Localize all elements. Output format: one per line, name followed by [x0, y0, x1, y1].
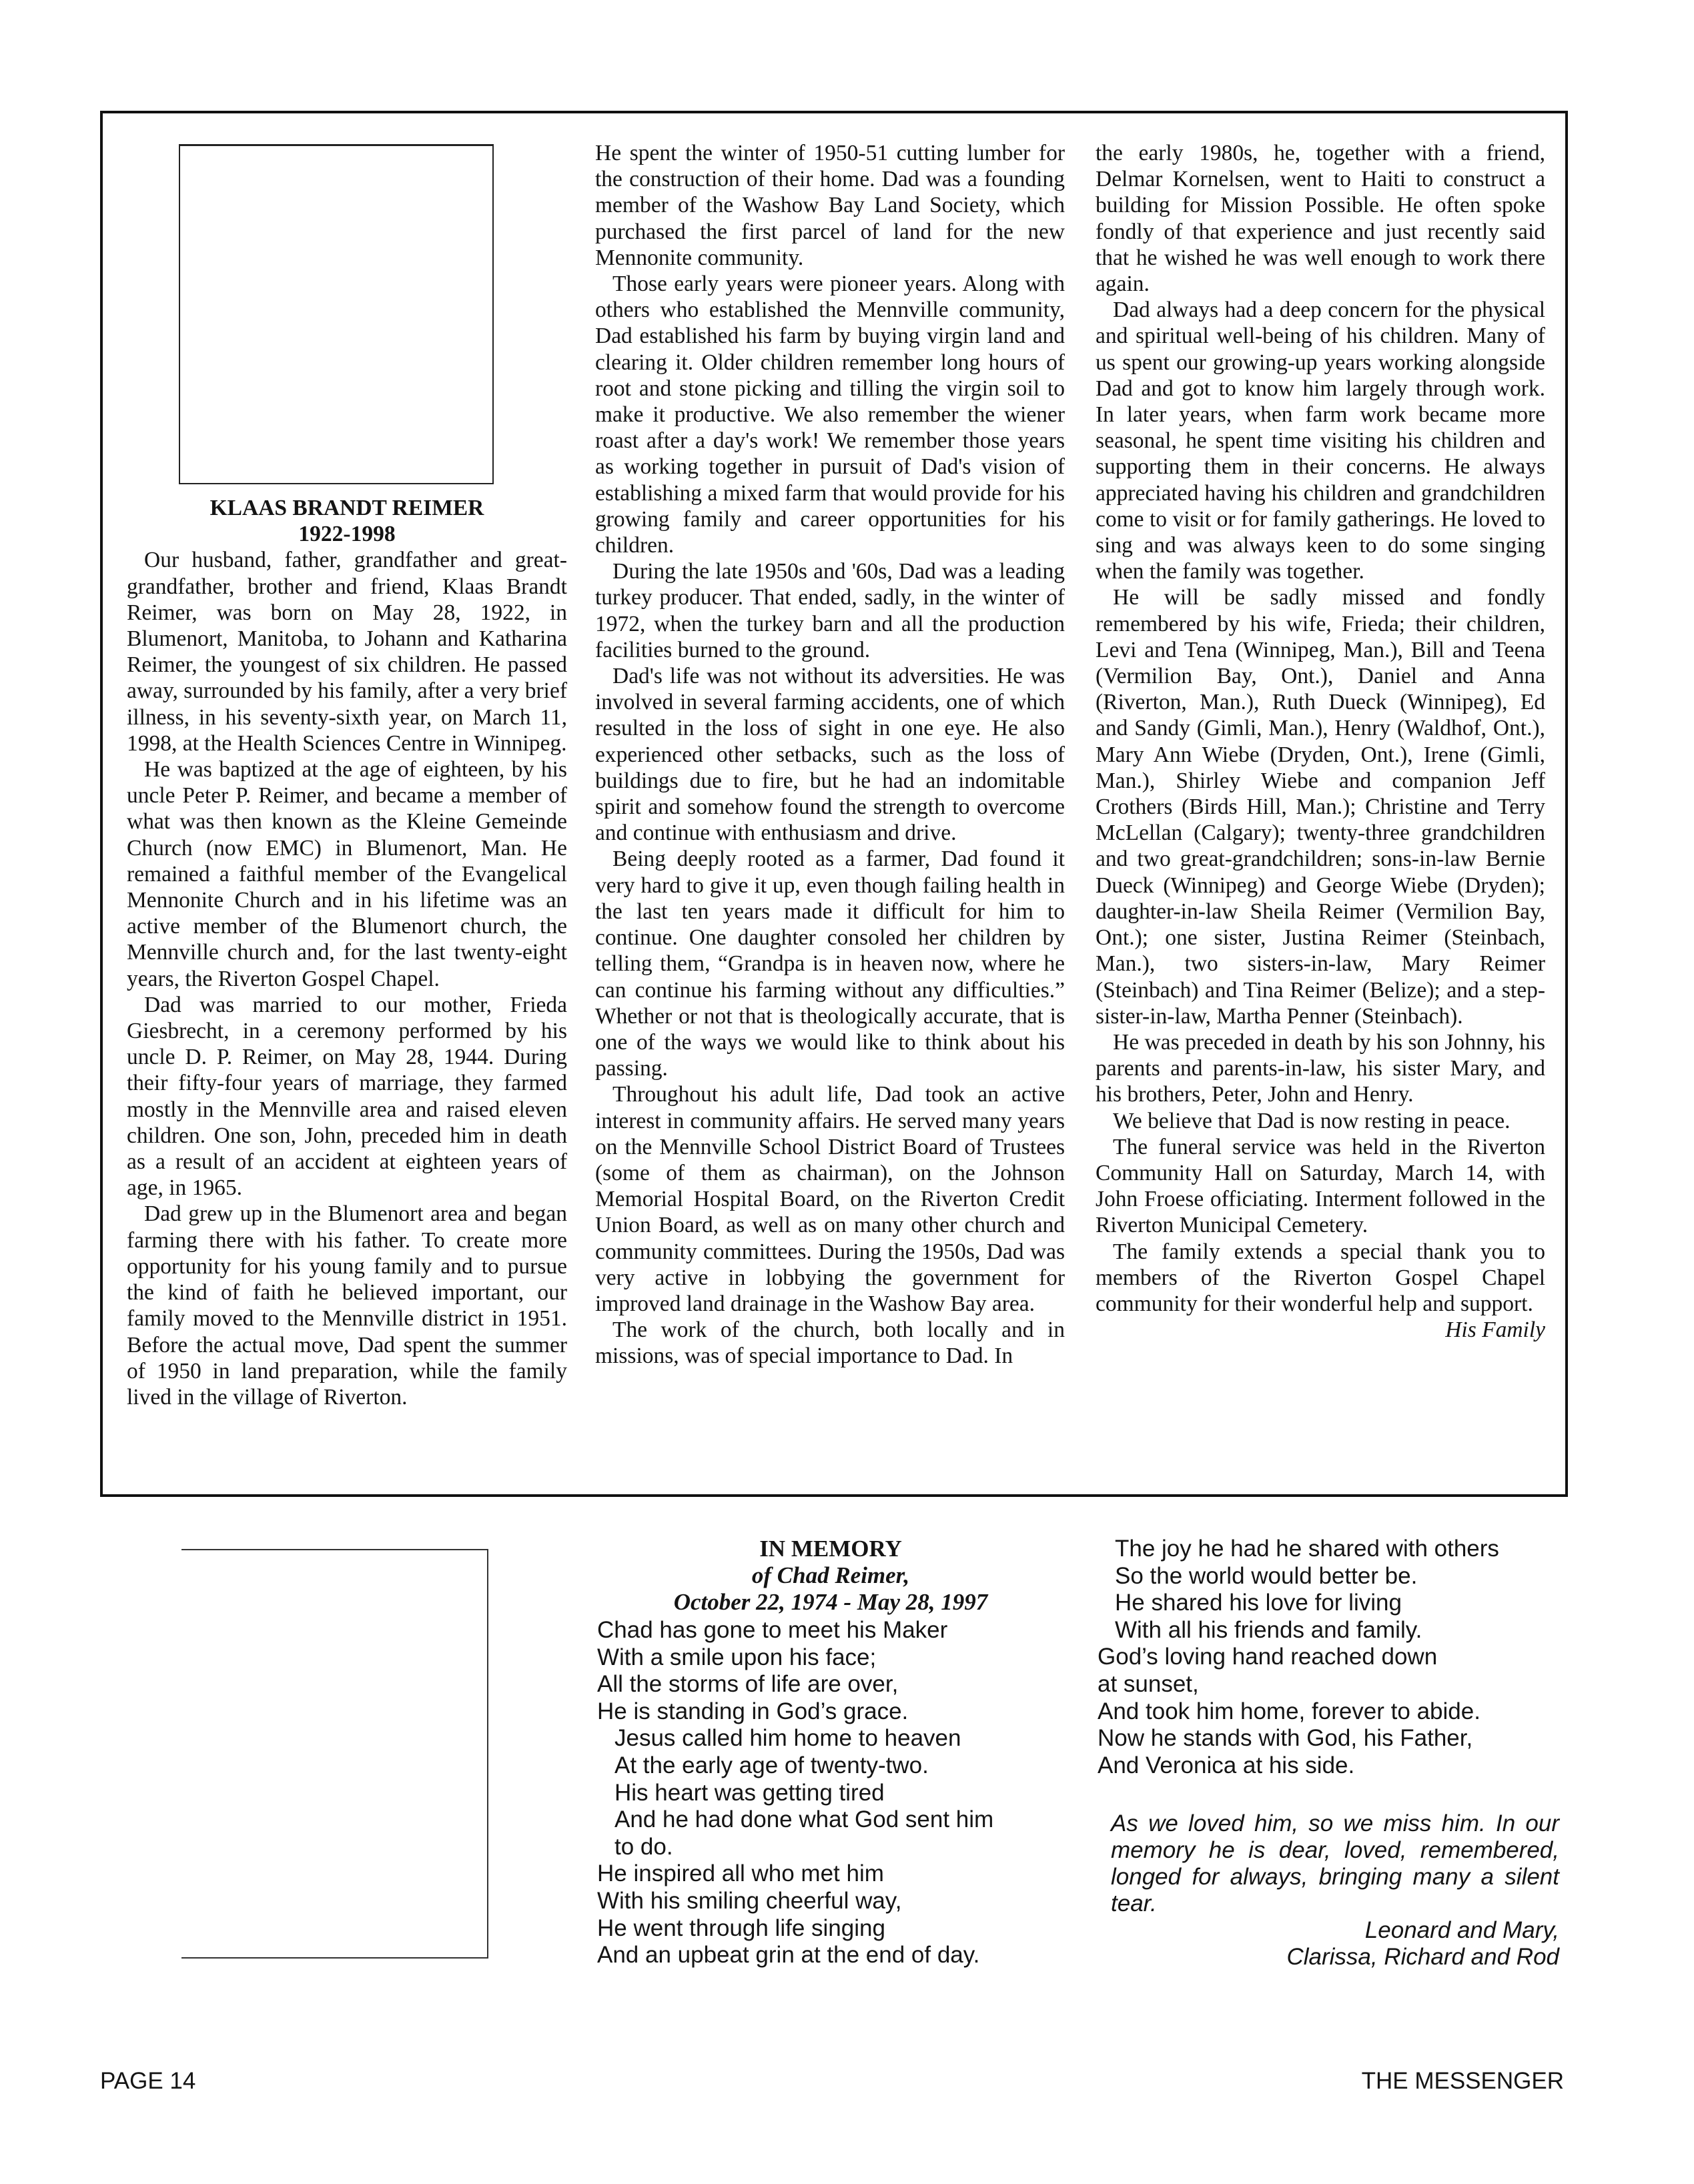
poem-line: With his smiling cheerful way, — [597, 1887, 902, 1914]
obituary-paragraph: Dad was married to our mother, Frieda Giesbrecht, in a ceremony performed by his uncle D. P. Reimer, on May 28, 1944. During their fifty-four years of marriage, they farmed mostly in the Mennville area and raised eleven children. One son, John, preceded him in death as a result of an accident at eighteen years of age, in 1965. — [127, 992, 567, 1201]
memory-signature-1: Leonard and Mary, — [1364, 1917, 1559, 1943]
obituary-years: 1922-1998 — [298, 522, 396, 547]
obituary-column-2 — [595, 140, 1065, 1370]
poem-line: With a smile upon his face; — [597, 1644, 877, 1670]
obituary-column-1 — [127, 495, 567, 1410]
obituary-paragraph: Dad grew up in the Blumenort area and began farming there with his father. To create more opportunity for his young family and to pursue the kind of faith he believed important, our family moved to the Mennville district in 1951. Before the actual move, Dad spent the summer of 1950 in land preparation, while the family lived in the village of Riverton. — [127, 1201, 567, 1410]
poem-line: And an upbeat grin at the end of day. — [597, 1942, 980, 1969]
obituary-paragraph: Those early years were pioneer years. Along with others who established the Mennville community, Dad established his farm by buying virgin land and clearing it. Older children remember long hours of root and stone picking and tilling the virgin soil to make it productive. We also remember the wiener roast after a day's work! We remember those years as working together in pursuit of Dad's vision of establishing a mixed farm that would provide for his growing family and career opportunities for his children. — [595, 271, 1065, 558]
poem-line: Now he stands with God, his Father, — [1098, 1725, 1473, 1752]
obituary-paragraph: Throughout his adult life, Dad took an active interest in community affairs. He served many years on the Mennville School District Board of Trustees (some of them as chairman), on the Johnson Memorial Hospital Board, on the Riverton Credit Union Board, as well as on many other church and community committees. During the 1950s, Dad was very active in lobbying the government for improved land drainage in the Washow Bay area. — [595, 1082, 1065, 1316]
poem-line: He is standing in God’s grace. — [597, 1698, 909, 1724]
memory-signature-2: Clarissa, Richard and Rod — [1286, 1944, 1559, 1970]
poem-line: He shared his love for living — [1115, 1590, 1402, 1616]
memory-title: IN MEMORY — [759, 1536, 902, 1562]
poem-line: God’s loving hand reached down — [1098, 1644, 1438, 1670]
photo-placeholder-klaas — [179, 144, 494, 484]
poem-line: to do. — [614, 1833, 673, 1860]
obituary-paragraph: Dad's life was not without its adversities. He was involved in several farming accidents, one of which resulted in the loss of sight in one eye. He also experienced other setbacks, such as the loss of buildings due to fire, but he had an indomitable spirit and somehow found the strength to overcome and continue with enthusiasm and drive. — [595, 664, 1065, 846]
obituary-paragraph: Being deeply rooted as a farmer, Dad found it very hard to give it up, even though failing health in the last ten years made it difficult for him to continue. One daughter consoled her children by telling them, “Grandpa is in heaven now, where he can continue his farming without any difficulties.” Whether or not that is theologically accurate, that is one of the ways we would like to think about his passing. — [595, 847, 1065, 1081]
obituary-paragraph: the early 1980s, he, together with a friend, Delmar Kornelsen, went to Haiti to construct a building for Mission Possible. He often spoke fondly of that experience and just recently said that he wished he was well enough to work there again. — [1096, 141, 1545, 297]
obituary-paragraph: Dad always had a deep concern for the physical and spiritual well-being of his children. Many of us spent our growing-up years working alongside Dad and got to know him largely through work. In later years, when farm work became more seasonal, he spent time visiting his children and supporting them in their concerns. He always appreciated having his children and grandchildren come to visit or for family gatherings. He loved to sing and was always keen to do some singing when the family was together. — [1096, 298, 1545, 584]
poem-line: Chad has gone to meet his Maker — [597, 1617, 948, 1643]
obituary-column-3 — [1096, 140, 1545, 1343]
poem-line: He went through life singing — [597, 1915, 885, 1941]
obituary-paragraph: The work of the church, both locally and in missions, was of special importance to Dad. In — [595, 1317, 1065, 1369]
obituary-paragraph: We believe that Dad is now resting in peace. — [1113, 1108, 1511, 1133]
epitaph-text: As we loved him, so we miss him. In our memory he is dear, loved, remembered, longed for always, bringing many a silent tear. — [1111, 1810, 1559, 1917]
poem-line: His heart was getting tired — [614, 1779, 885, 1806]
poem-line: And took him home, forever to abide. — [1098, 1698, 1480, 1724]
memory-subtitle: of Chad Reimer, — [751, 1562, 910, 1588]
photo-placeholder-chad — [181, 1549, 488, 1959]
poem-line: So the world would better be. — [1115, 1562, 1418, 1589]
poem-line: The joy he had he shared with others — [1115, 1536, 1499, 1562]
poem-line: And he had done what God sent him — [614, 1806, 994, 1833]
memory-dates: October 22, 1974 - May 28, 1997 — [673, 1589, 988, 1615]
obituary-paragraph: He was preceded in death by his son Johnny, his parents and parents-in-law, his sister Mary, and his brothers, Peter, John and Henry. — [1096, 1029, 1545, 1107]
obituary-signature: His Family — [1445, 1317, 1545, 1343]
poem-line: With all his friends and family. — [1115, 1616, 1422, 1643]
memory-heading — [597, 1536, 1064, 1616]
poem-line: And Veronica at his side. — [1098, 1752, 1355, 1778]
obituary-paragraph: Our husband, father, grandfather and great-grandfather, brother and friend, Klaas Brandt Reimer, was born on May 28, 1922, in Blumenort, Manitoba, to Johann and Katharina Reimer, the youngest of six children. He passed away, surrounded by his family, after a very brief illness, in his seventy-sixth year, on March 11, 1998, at the Health Sciences Centre in Winnipeg. — [127, 548, 567, 756]
poem-line: at sunset, — [1098, 1670, 1199, 1697]
poem-right-column — [1098, 1536, 1499, 1779]
publication-name: THE MESSENGER — [1361, 2068, 1564, 2094]
obituary-paragraph: The funeral service was held in the Riverton Community Hall on Saturday, March 14, with John Froese officiating. Interment followed in the Riverton Municipal Cemetery. — [1096, 1134, 1545, 1238]
poem-left-column — [597, 1617, 993, 1969]
obituary-paragraph: The family extends a special thank you to members of the Riverton Gospel Chapel community for their wonderful help and support. — [1096, 1239, 1545, 1316]
obituary-paragraph: He will be sadly missed and fondly remembered by his wife, Frieda; their children, Levi and Tena (Winnipeg, Man.), Bill and Teena (Vermilion Bay, Ont.), Daniel and Anna (Riverton, Man.), Ruth Dueck (Winnipeg), Ed and Sandy (Gimli, Man.), Henry (Waldhof, Ont.), Mary Ann Wiebe (Dryden, Ont.), Irene (Gimli, Man.), Shirley Wiebe and companion Jeff Crothers (Birds Hill, Man.); Christine and Terry McLellan (Calgary); twenty-three grandchildren and two great-grandchildren; sons-in-law Bernie Dueck (Winnipeg) and George Wiebe (Dryden); daughter-in-law Sheila Reimer (Vermilion Bay, Ont.); one sister, Justina Reimer (Steinbach, Man.), two sisters-in-law, Mary Reimer (Steinbach) and Tina Reimer (Belize); and a step-sister-in-law, Martha Penner (Steinbach). — [1096, 585, 1545, 1029]
obituary-paragraph: He spent the winter of 1950-51 cutting lumber for the construction of their home. Dad was a founding member of the Washow Bay Land Society, which purchased the first parcel of land for the new Mennonite community. — [595, 141, 1065, 270]
poem-line: He inspired all who met him — [597, 1860, 884, 1887]
poem-line: All the storms of life are over, — [597, 1671, 899, 1698]
page-number: PAGE 14 — [100, 2068, 196, 2094]
obituary-paragraph: He was baptized at the age of eighteen, by his uncle Peter P. Reimer, and became a member of what was then known as the Kleine Gemeinde Church (now EMC) in Blumenort, Man. He remained a faithful member of the Evangelical Mennonite Church and in his lifetime was an active member of the Blumenort church, the Mennville church and, for the last twenty-eight years, the Riverton Gospel Chapel. — [127, 757, 567, 991]
obituary-name: KLAAS BRANDT REIMER — [209, 496, 484, 520]
obituary-paragraph: During the late 1950s and '60s, Dad was a leading turkey producer. That ended, sadly, in the winter of 1972, when the turkey barn and all the production facilities burned to the ground. — [595, 559, 1065, 662]
memory-epitaph — [1111, 1810, 1559, 1971]
poem-line: Jesus called him home to heaven — [614, 1725, 961, 1752]
poem-line: At the early age of twenty-two. — [614, 1752, 929, 1778]
